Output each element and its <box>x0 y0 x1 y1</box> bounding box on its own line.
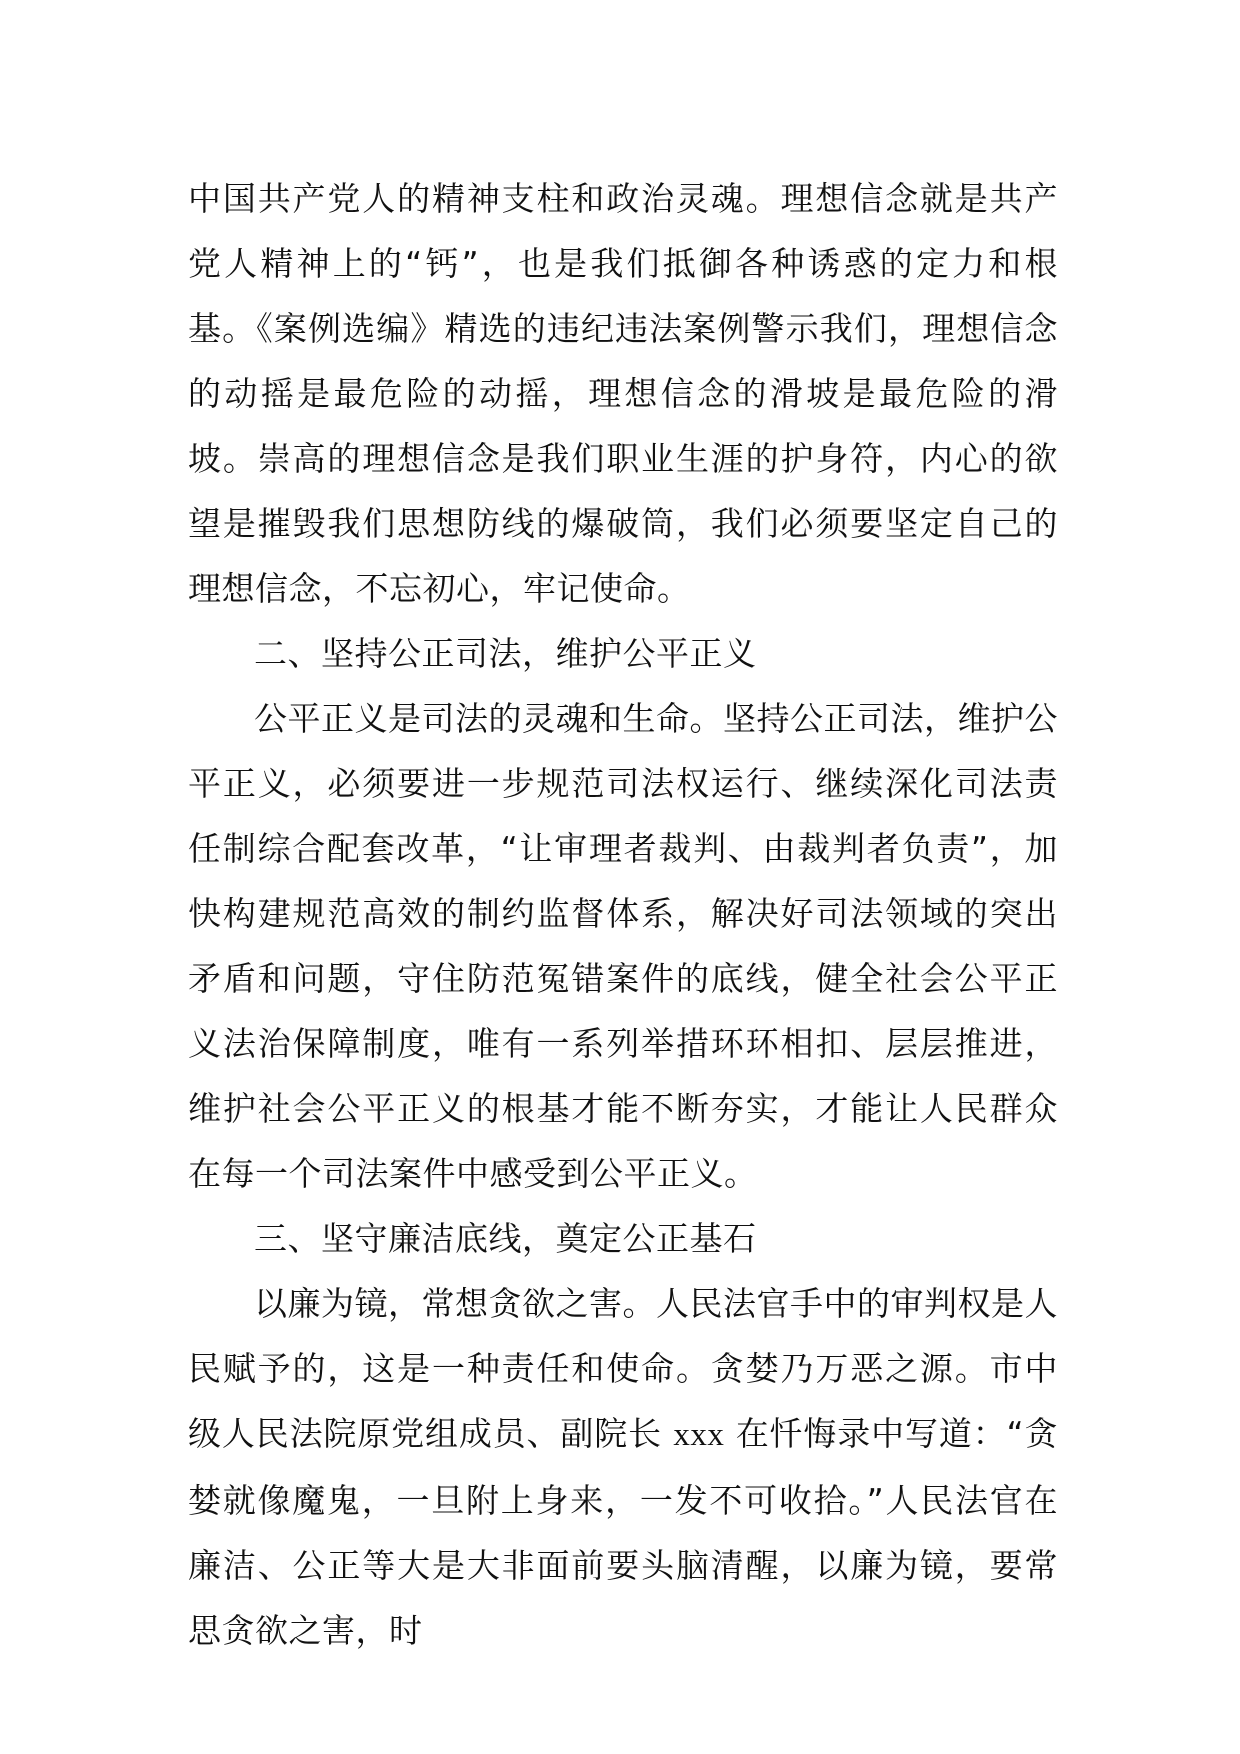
section-heading-3: 三、坚守廉洁底线，奠定公正基石 <box>254 1219 757 1258</box>
body-paragraph-3-text-a: 以廉为镜，常想贪欲之害。人民法官手中的审判权是人民赋予的，这是一种责任和使命。贪婪乃万恶之源。市中级人民法院原党组成员、副院长 <box>188 1284 1058 1453</box>
body-paragraph-1: 中国共产党人的精神支柱和政治灵魂。理想信念就是共产党人精神上的“钙”，也是我们抵御各种诱惑的定力和根基。《案例选编》精选的违纪违法案例警示我们，理想信念的动摇是最危险的动摇，理想信念的滑坡是最危险的滑坡。崇高的理想信念是我们职业生涯的护身符，内心的欲望是摧毁我们思想防线的爆破筒，我们必须要坚定自己的理想信念，不忘初心，牢记使命。 <box>188 179 1058 608</box>
document-body <box>188 166 1058 1663</box>
body-paragraph-2: 公平正义是司法的灵魂和生命。坚持公正司法，维护公平正义，必须要进一步规范司法权运行、继续深化司法责任制综合配套改革，“让审理者裁判、由裁判者负责”，加快构建规范高效的制约监督体系，解决好司法领域的突出矛盾和问题，守住防范冤错案件的底线，健全社会公平正义法治保障制度，唯有一系列举措环环相扣、层层推进，维护社会公平正义的根基才能不断夯实，才能让人民群众在每一个司法案件中感受到公平正义。 <box>188 699 1058 1193</box>
redacted-name: xxx <box>673 1417 725 1453</box>
body-paragraph-3-text-b: 在忏悔录中写道：“贪婪就像魔鬼，一旦附上身来，一发不可收拾。”人民法官在廉洁、公正等大是大非面前要头脑清醒，以廉为镜，要常思贪欲之害，时 <box>188 1414 1058 1650</box>
body-paragraph-3 <box>188 1271 1058 1663</box>
section-heading-2: 二、坚持公正司法，维护公平正义 <box>254 634 757 673</box>
